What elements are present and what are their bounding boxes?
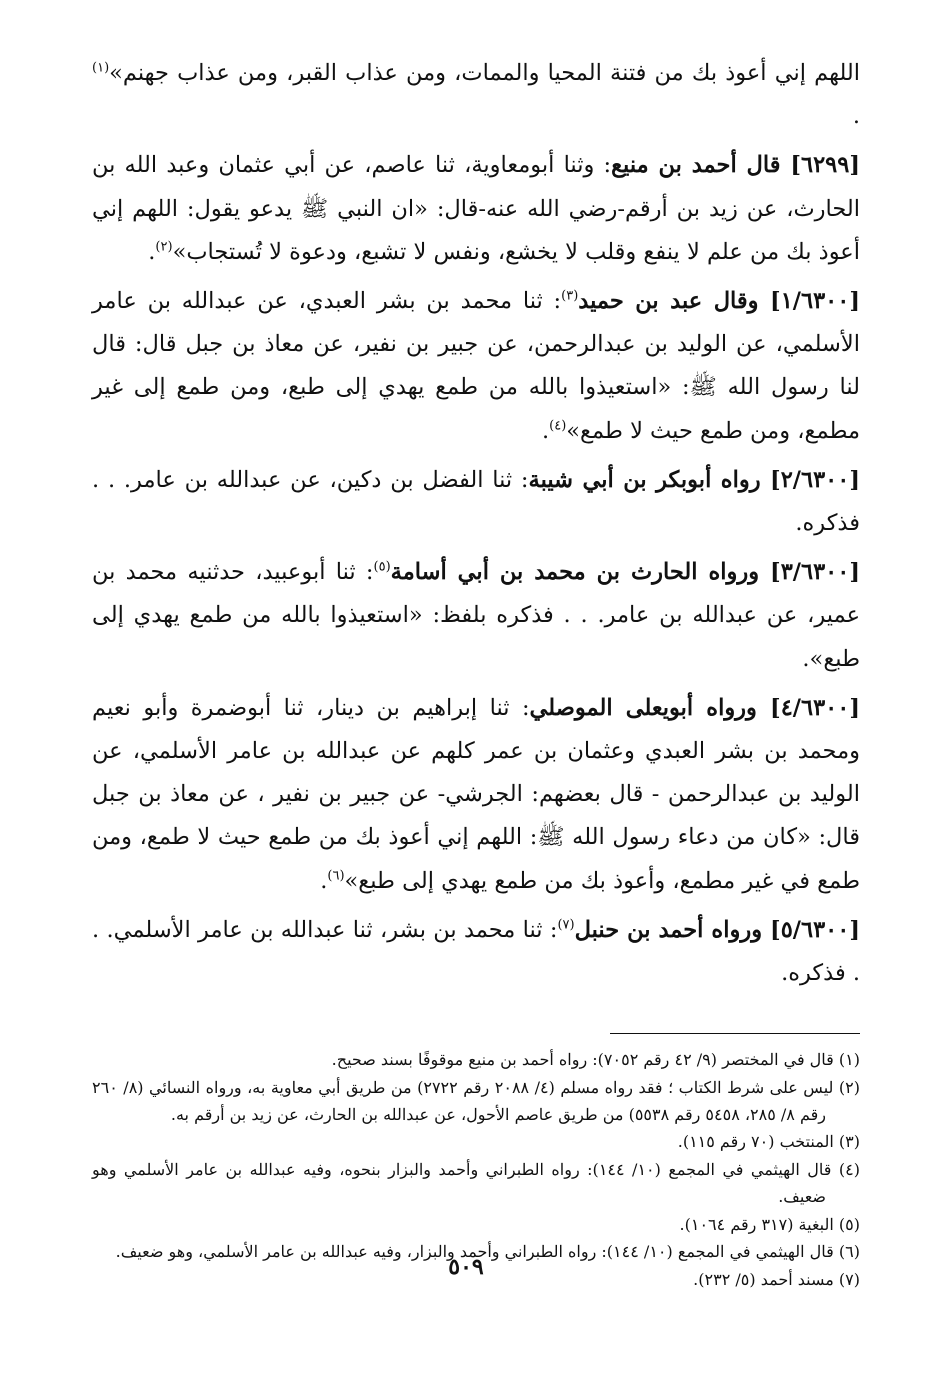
paragraph-body: : ثنا محمد بن بشر، ثنا عبدالله بن عامر الأسلمي. . . فذكره. [92,916,860,987]
footnote-ref: (٤) [549,418,567,434]
paragraph [92,459,860,545]
paragraph-body: : ثنا محمد بن بشر العبدي، عن عبدالله بن عامر الأسلمي، عن الوليد بن عبدالرحمن، عن جبير بن نفير، عن معاذ بن جبل قال: قال لنا رسول الله ﷺ: «استعيذوا بالله من طمع يهدي إلى طبع، ومن طمع إلى غير مطمع، ومن طمع حيث لا طمع» [92,288,860,444]
footnote: (٢) ليس على شرط الكتاب ؛ فقد رواه مسلم (٤/ ٢٠٨٨ رقم ٢٧٢٢) من طريق أبي معاوية به، ورواه النسائي (٨/ ٢٦٠ رقم ٨/ ٢٨٥، ٥٤٥٨ رقم ٥٥٣٨) من طريق عاصم الأحول، عن عبدالله بن الحارث، عن زيد بن أرقم به. [92,1077,861,1125]
paragraph-lead: [٢/٦٣٠٠] رواه أبوبكر بن أبي شيبة [528,466,860,493]
main-text [92,52,860,995]
footnote: (٥) البغية (٣١٧ رقم ١٠٦٤). [679,1214,860,1234]
source-note-ref: (٥) [373,559,391,575]
paragraph-end: . [148,238,156,265]
paragraph-body: : ثنا إبراهيم بن دينار، ثنا أبوضمرة وأبو نعيم ومحمد بن بشر العبدي وعثمان بن عمر كلهم عن عبدالله بن عامر الأسلمي، عن الوليد بن عبدالرحمن - قال بعضهم: الجرشي- عن جبير بن نفير ، عن معاذ بن جبل قال: «كان من دعاء رسول الله ﷺ: اللهم إني أعوذ بك من طمع حيث لا طمع، ومن طمع في غير مطمع، وأعوذ بك من طمع يهدي إلى طبع» [92,694,860,894]
paragraph [92,551,860,681]
paragraph-body: : ثنا الفضل بن دكين، عن عبدالله بن عامر. . . فذكره. [92,466,860,537]
paragraph [92,909,860,995]
footnote-ref: (٢) [155,239,173,255]
footnote-ref: (٦) [327,868,345,884]
paragraph-end: . [852,103,860,130]
paragraph-lead: [٤/٦٣٠٠] ورواه أبويعلى الموصلي [529,694,860,721]
paragraph-lead: [١/٦٣٠٠] وقال عبد بن حميد [578,288,860,315]
page-number: ٥٠٩ [448,1254,484,1280]
paragraph-lead: [٥/٦٣٠٠] ورواه أحمد بن حنبل [574,916,860,943]
paragraph [92,52,860,138]
footnote-divider [610,1033,860,1034]
paragraph-lead: [٦٢٩٩] قال أحمد بن منيع [611,152,860,179]
footnote: (٧) مسند أحمد (٥/ ٢٣٢). [693,1269,860,1289]
footnote: (٦) قال الهيثمي في المجمع (١٠/ ١٤٤): رواه الطبراني وأحمد والبزار، وفيه عبدالله بن عامر الأسلمي، وهو ضعيف. [115,1242,860,1262]
paragraph-body: : ثنا أبوعبيد، حدثنيه محمد بن عمير، عن عبدالله بن عامر. . . فذكره بلفظ: «استعيذوا بالله من طمع يهدي إلى طبع». [92,559,860,672]
source-note-ref: (٣) [561,288,579,304]
footnote: (٤) قال الهيثمي في المجمع (١٠/ ١٤٤): رواه الطبراني وأحمد والبزار بنحوه، وفيه عبدالله بن عامر الأسلمي وهو ضعيف. [92,1159,860,1207]
paragraph-body: اللهم إني أعوذ بك من فتنة المحيا والممات، ومن عذاب القبر، ومن عذاب جهنم» [109,60,860,86]
footnote-ref: (١) [92,60,110,76]
paragraph-end: . [320,867,328,894]
paragraph [92,687,860,903]
paragraph-end: . [541,417,550,444]
source-note-ref: (٧) [557,917,575,933]
paragraph [92,144,860,274]
footnote: (١) قال في المختصر (٩/ ٤٢ رقم ٧٠٥٢): رواه أحمد بن منيع موقوفًا بسند صحيح. [331,1050,860,1070]
paragraph [92,280,860,453]
paragraph-lead: [٣/٦٣٠٠] ورواه الحارث بن محمد بن أبي أسامة [390,559,860,586]
paragraph-body: : وثنا أبومعاوية، ثنا عاصم، عن أبي عثمان وعبد الله بن الحارث، عن زيد بن أرقم-رضي الله عنه-قال: «ان النبي ﷺ يدعو يقول: اللهم إني أعوذ بك من علم لا ينفع وقلب لا يخشع، ونفس لا تشبع، ودعوة لا تُستجاب» [92,152,860,265]
footnote: (٣) المنتخب (٧٠ رقم ١١٥). [677,1132,860,1152]
